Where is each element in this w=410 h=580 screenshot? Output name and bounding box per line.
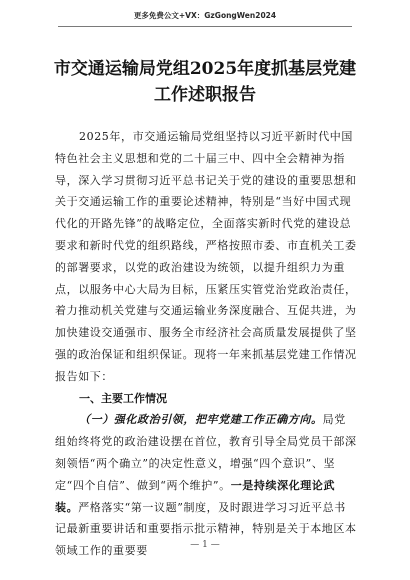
title-line-1: 市交通运输局党组2025年度抓基层党建 (53, 59, 357, 79)
title-line-2: 工作述职报告 (154, 85, 256, 105)
item-1-text-b: 严格落实“第一议题”制度，及时跟进学习习近平总书记最新重要讲话和重要指示批示精神，特别是关于本地区本领域工作的重要要 (55, 500, 357, 558)
document-body (55, 126, 357, 562)
document-title (48, 56, 362, 108)
header-divider (58, 26, 352, 27)
item-1-emphasis: 一是持续深化理论武装。 (55, 478, 336, 514)
section-heading-1: 一、主要工作情况 (79, 391, 167, 405)
page-number: — 1 — (190, 540, 220, 550)
item-1-heading: （一）强化政治引领，把牢党建工作正确方向。 (79, 413, 323, 427)
header-note: 更多免费公文+VX：GzGongWen2024 (133, 11, 277, 20)
intro-paragraph: 2025年，市交通运输局党组坚持以习近平新时代中国特色社会主义思想和党的二十届三中、四中全会精神为指导，深入学习贯彻习近平总书记关于党的建设的重要思想和关于交通运输工作的重要论述精神，特别是“当好中国式现代化的开路先锋”的战略定位，全面落实新时代党的建设总要求和新时代党的组织路线，严格按照市委、市直机关工委的部署要求，以党的政治建设为统领，以提升组织力为重点，以服务中心大局为目标，压紧压实管党治党政治责任，着力推动机关党建与交通运输业务深度融合、互促共进，为加快建设交通强市、服务全市经济社会高质量发展提供了坚强的政治保证和组织保证。现将一年来抓基层党建工作情况报告如下： (55, 130, 357, 383)
item-1-text-a: 局党组始终将党的政治建设摆在首位，教育引导全局党员干部深刻领悟“两个确立”的决定性意义，增强“四个意识”、坚定“四个自信”、做到“两个维护”。 (55, 413, 357, 492)
